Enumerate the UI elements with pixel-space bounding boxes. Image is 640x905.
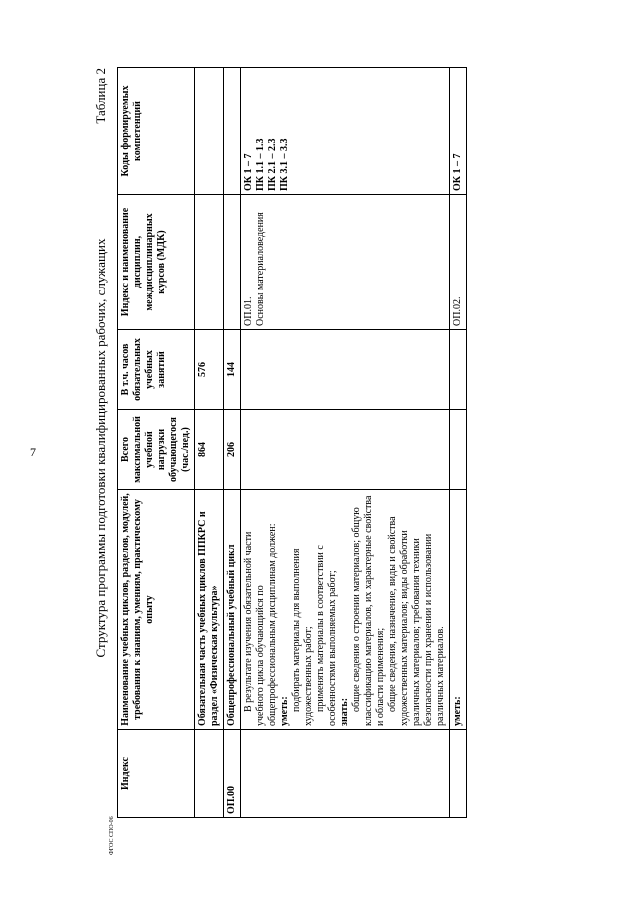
competence-code: ОК 1 – 7: [243, 153, 254, 191]
znat-label: знать:: [339, 697, 350, 726]
cell-max-load: 206: [224, 410, 241, 490]
cell-codes: [241, 68, 450, 195]
header-index: Индекс: [118, 730, 195, 818]
discipline-name: Основы материаловедения: [255, 212, 266, 326]
header-obligatory: В т.ч. часов обязательных учебных занятий: [118, 330, 195, 410]
cell-name: Обязательная часть учебных циклов ППКРС и раздел «Физическая культура»: [195, 490, 224, 730]
cell-index: ОП.00: [224, 730, 241, 818]
table-label: Таблица 2: [93, 68, 108, 124]
cell-index: [195, 730, 224, 818]
cell-codes: [195, 68, 224, 195]
table-row: [241, 68, 450, 818]
table-row: [224, 68, 241, 818]
structure-table: [117, 67, 467, 818]
cell-discipline: [224, 195, 241, 330]
table-row: [450, 68, 467, 818]
cell-obligatory: 576: [195, 330, 224, 410]
footer-code: ФГОС СПО-06: [109, 816, 115, 855]
competence-code: ПК 2.1 – 2.3: [267, 138, 278, 191]
cell-max-load: [450, 410, 467, 490]
competence-code: ПК 3.1 – 3.3: [279, 138, 290, 191]
discipline-code: ОП.01.: [243, 296, 254, 326]
cell-requirements: [241, 490, 450, 730]
page-number: 7: [30, 445, 36, 459]
requirements-intro: В результате изучения обязательной части учебного цикла обучающийся по общепрофессиональным дисциплинам должен:: [243, 523, 278, 726]
cell-obligatory: 144: [224, 330, 241, 410]
cell-codes: [224, 68, 241, 195]
table-header-row: [118, 68, 195, 818]
document-title: Структура программы подготовки квалифицированных рабочих, служащих: [93, 238, 108, 658]
cell-discipline: ОП.02.: [450, 195, 467, 330]
cell-discipline: [195, 195, 224, 330]
umet-label: уметь:: [279, 696, 290, 726]
cell-index: [241, 730, 450, 818]
header-name: Наименование учебных циклов, разделов, модулей, требования к знаниям, умениям, практическому опыту: [118, 490, 195, 730]
umet-item: подбирать материалы для выполнения художественных работ;: [291, 548, 314, 726]
znat-item: общие сведения, назначение, виды и свойства художественных материалов; виды обработки различных материалов; требования техники безопасности при хранении и использовании различных материалов.: [387, 516, 446, 726]
cell-name: Общепрофессиональный учебный цикл: [224, 490, 241, 730]
umet-label: уметь:: [450, 490, 467, 730]
table-row: [195, 68, 224, 818]
cell-index: [450, 730, 467, 818]
cell-codes: ОК 1 – 7: [450, 68, 467, 195]
znat-item: общие сведения о строении материалов; общую классификацию материалов, их характерные свойства и области применения;: [351, 495, 386, 726]
cell-obligatory: [241, 330, 450, 410]
cell-obligatory: [450, 330, 467, 410]
header-discipline: Индекс и наименование дисциплин, междисциплинарных курсов (МДК): [118, 195, 195, 330]
umet-item: применять материалы в соответствии с особенностями выполняемых работ;: [315, 545, 338, 726]
rotated-page-content: [93, 68, 613, 818]
header-competence-codes: Коды формируемых компетенций: [118, 68, 195, 195]
cell-discipline: [241, 195, 450, 330]
competence-code: ПК 1.1 – 1.3: [255, 138, 266, 191]
cell-max-load: 864: [195, 410, 224, 490]
header-max-load: Всего максимальной учебной нагрузки обучающегося (час./нед.): [118, 410, 195, 490]
cell-max-load: [241, 410, 450, 490]
